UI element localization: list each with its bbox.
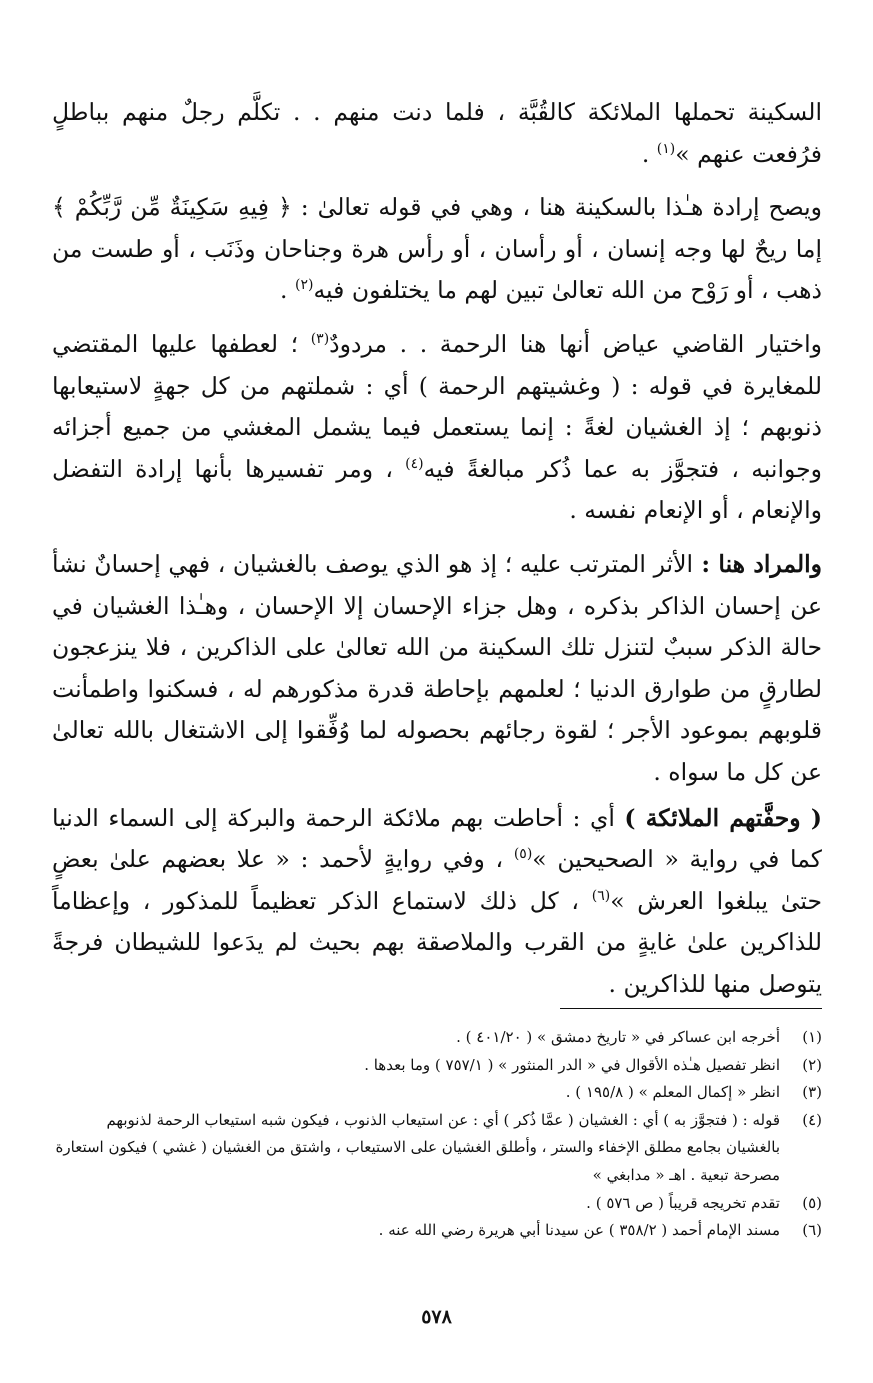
main-text xyxy=(52,92,822,1005)
page-number: ٥٧٨ xyxy=(421,1306,452,1328)
footnote-3: (٣) انظر « إكمال المعلم » ( ١٩٥/٨ ) . xyxy=(565,1083,822,1102)
footnote-ref-3: (٣) xyxy=(310,331,330,348)
footnote-divider xyxy=(560,1008,822,1009)
paragraph-5: ( وحفَّتهم الملائكة ) أي : أحاطت بهم ملائكة الرحمة والبركة إلى السماء الدنيا كما في رواية « الصحيحين »$^{(٥)}$ ، وفي روايةٍ لأحمد : « علا بعضهم علىٰ بعضٍ حتىٰ يبلغوا العرش »$^{(٦)}$ ، كل ذلك لاستماع الذكر تعظيماً للمذكور ، وإعظاماً للذاكرين علىٰ غايةٍ من القرب والملاصقة بهم بحيث لم يدَعوا للشيطان فرجةً يتوصل منها للذاكرين . xyxy=(52,803,822,998)
hadith-quote: ( وحفَّتهم الملائكة ) xyxy=(624,803,822,832)
footnote-ref-1: (١) xyxy=(656,140,676,157)
paragraph-2: ويصح إرادة هـٰذا بالسكينة هنا ، وهي في قوله تعالىٰ : ﴿ فِيهِ سَكِينَةٌ مِّن رَّبِّكُمْ ﴾ إما ريحٌ لها وجه إنسان ، أو رأسان ، أو رأس هرة وجناحان وذَنَب ، أو طست من ذهب ، أو رَوْح من الله تعالىٰ تبين لهم ما يختلفون فيه$^{(٢)}$ . xyxy=(52,193,822,305)
footnotes xyxy=(52,1024,822,1245)
footnote-2: (٢) انظر تفصيل هـٰذه الأقوال في « الدر المنثور » ( ٧٥٧/١ ) وما بعدها . xyxy=(364,1055,822,1074)
footnote-5: (٥) تقدم تخريجه قريباً ( ص ٥٧٦ ) . xyxy=(586,1193,822,1212)
footnote-ref-2: (٢) xyxy=(294,277,314,294)
paragraph-4: والمراد هنا : الأثر المترتب عليه ؛ إذ هو الذي يوصف بالغشيان ، فهي إحسانٌ نشأ عن إحسان الذاكر بذكره ، وهل جزاء الإحسان إلا الإحسان ، وهـٰذا الغشيان في حالة الذكر سببٌ لتنزل تلك السكينة من الله تعالىٰ على الذاكرين ، فلا ينزعجون لطارقٍ من طوارق الدنيا ؛ لعلمهم بإحاطة قدرة مذكورهم له ، فسكنوا واطمأنت قلوبهم بموعود الأجر ؛ لقوة رجائهم بحصوله لما وُفِّقوا إلى الاشتغال بالله تعالىٰ عن كل ما سواه . xyxy=(52,549,823,786)
footnote-4: (٤) قوله : ( فتجوَّز به ) أي : الغشيان ( عمَّا ذُكر ) أي : عن استيعاب الذنوب ، فيكون شبه استيعاب الرحمة لذنوبهم بالغشيان بجامع مطلق الإخفاء والستر ، وأطلق الغشيان على الاستيعاب ، واشتق من الغشيان ( غشي ) فيكون استعارة مصرحة تبعية . اهـ « مدابغي » xyxy=(55,1110,822,1184)
footnote-1: (١) أخرجه ابن عساكر في « تاريخ دمشق » ( ٤٠١/٢٠ ) . xyxy=(456,1028,822,1046)
footnote-ref-4: (٤) xyxy=(405,455,424,472)
footnote-ref-6: (٦) xyxy=(591,887,611,904)
footnote-6: (٦) مسند الإمام أحمد ( ٣٥٨/٢ ) عن سيدنا أبي هريرة رضي الله عنه . xyxy=(378,1221,822,1240)
paragraph-1: السكينة تحملها الملائكة كالقُبَّة ، فلما دنت منهم . . تكلَّم رجلٌ منهم بباطلٍ فرُفعت عنهم »$^{(١)}$ . xyxy=(52,98,822,168)
paragraph-3: واختيار القاضي عياض أنها هنا الرحمة . . مردودٌ$^{(٣)}$ ؛ لعطفها عليها المقتضي للمغايرة في قوله : ( وغشيتهم الرحمة ) أي : شملتهم من كل جهةٍ لاستيعابها ذنوبهم ؛ إذ الغشيان لغةً : إنما يستعمل فيما يشمل المغشي من جميع أجزائه وجوانبه ، فتجوَّز به عما ذُكر مبالغةً فيه$^{(٤)}$ ، ومر تفسيرها بأنها إرادة التفضل والإنعام ، أو الإنعام نفسه . xyxy=(52,329,822,525)
footnote-ref-5: (٥) xyxy=(513,846,533,863)
